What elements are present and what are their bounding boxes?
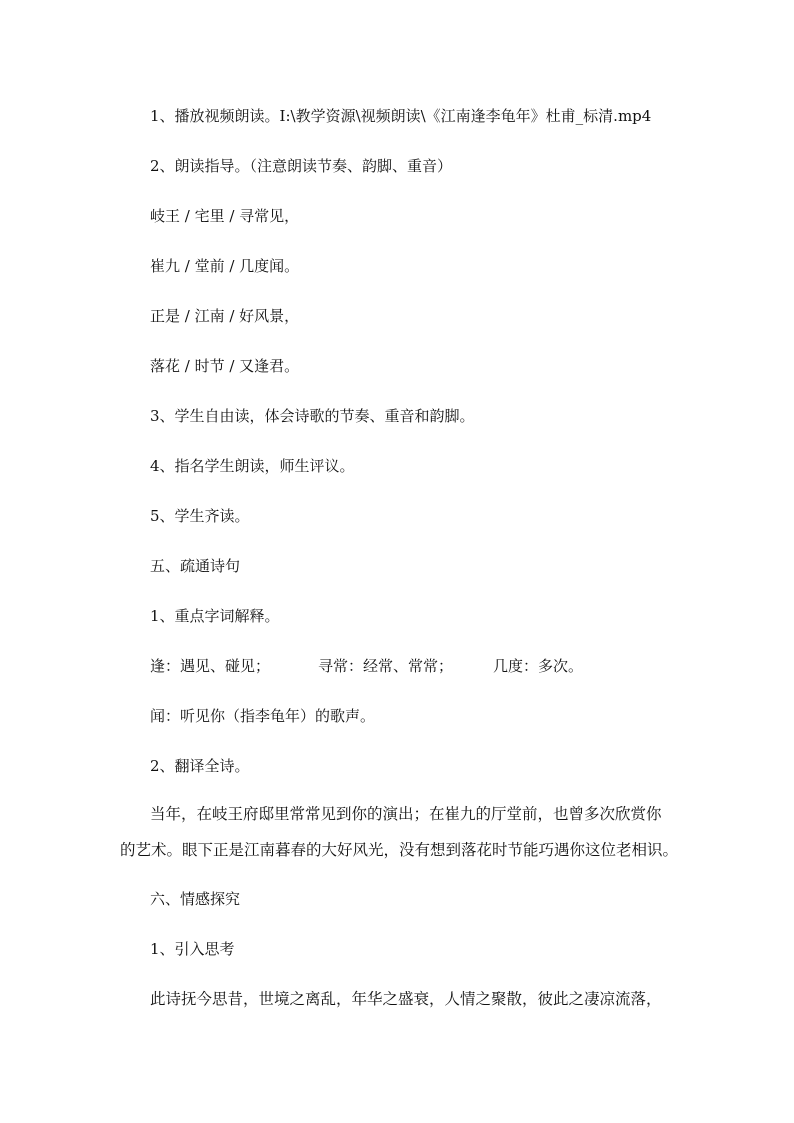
- step-reading-guide: 2、朗读指导。（注意朗读节奏、韵脚、重音）: [150, 157, 453, 175]
- translation-paragraph-line-1: 当年，在岐王府邸里常常见到你的演出；在崔九的厅堂前，也曾多次欣赏你: [150, 805, 662, 823]
- poem-line-2: 崔九 / 堂前 / 几度闻。: [150, 257, 300, 275]
- poem-line-1: 岐王 / 宅里 / 寻常见，: [150, 207, 300, 225]
- step-key-words: 1、重点字词解释。: [150, 607, 280, 625]
- glossary-item-xunchang: 寻常：经常、常常；: [318, 657, 454, 675]
- glossary-item-jidu: 几度：多次。: [493, 657, 584, 675]
- step-group-reading: 5、学生齐读。: [150, 507, 250, 525]
- poem-line-3: 正是 / 江南 / 好风景，: [150, 307, 300, 325]
- section-heading-six: 六、情感探究: [150, 890, 241, 908]
- step-translate: 2、翻译全诗。: [150, 757, 250, 775]
- step-student-reading: 4、指名学生朗读，师生评议。: [150, 457, 355, 475]
- glossary-wen: 闻：听见你（指李龟年）的歌声。: [150, 707, 376, 725]
- step-free-reading: 3、学生自由读，体会诗歌的节奏、重音和韵脚。: [150, 407, 475, 425]
- analysis-paragraph-line-1: 此诗抚今思昔，世境之离乱，年华之盛衰，人情之聚散，彼此之凄凉流落，: [150, 990, 662, 1008]
- glossary-row: [150, 656, 583, 676]
- section-heading-five: 五、疏通诗句: [150, 557, 241, 575]
- step-intro-thinking: 1、引入思考: [150, 940, 235, 958]
- translation-paragraph-line-2: 的艺术。眼下正是江南暮春的大好风光，没有想到落花时节能巧遇你这位老相识。: [120, 841, 679, 859]
- poem-line-4: 落花 / 时节 / 又逢君。: [150, 357, 300, 375]
- glossary-item-feng: 逢：遇见、碰见；: [150, 657, 271, 675]
- step-play-video: 1、播放视频朗读。I:\教学资源\视频朗读\《江南逢李龟年》杜甫_标清.mp4: [150, 107, 652, 125]
